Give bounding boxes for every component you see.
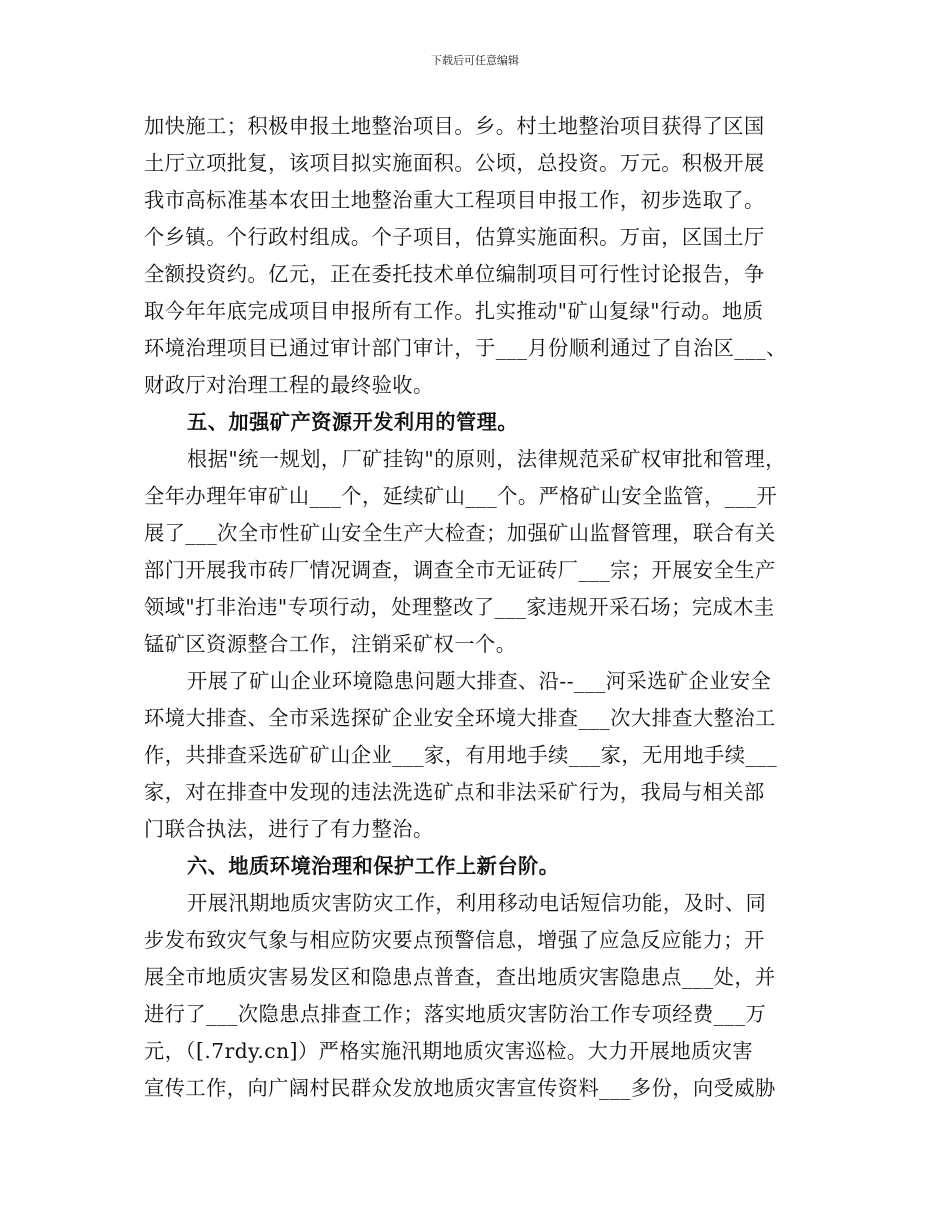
text-line: 展全市地质灾害易发区和隐患点普查，查出地质灾害隐患点___处，并 — [144, 965, 776, 989]
text-line: 元，（[.7rdy.cn]）严格实施汛期地质灾害巡检。大力开展地质灾害 — [144, 1039, 754, 1063]
text-line: 家，对在排查中发现的违法洗选矿点和非法采矿行为，我局与相关部 — [144, 780, 765, 804]
text-line: 个乡镇。个行政村组成。个子项目，估算实施面积。万亩，区国土厅 — [144, 225, 765, 249]
text-line: 根据"统一规划，厂矿挂钩"的原则，法律规范采矿权审批和管理， — [187, 447, 786, 471]
section-heading-5: 五、加强矿产资源开发利用的管理。 — [187, 410, 519, 434]
text-line: 全额投资约。亿元，正在委托技术单位编制项目可行性讨论报告，争 — [144, 262, 765, 286]
text-line: 展了___次全市性矿山安全生产大检查；加强矿山监督管理，联合有关 — [144, 521, 776, 545]
text-line: 取今年年底完成项目申报所有工作。扎实推动"矿山复绿"行动。地质 — [144, 299, 764, 323]
text-line: 作，共排查采选矿矿山企业___家，有用地手续___家，无用地手续___ — [144, 743, 778, 767]
text-line: 开展汛期地质灾害防灾工作，利用移动电话短信功能，及时、同 — [187, 891, 767, 915]
text-line: 进行了___次隐患点排查工作；落实地质灾害防治工作专项经费___万 — [144, 1002, 767, 1026]
text-line: 开展了矿山企业环境隐患问题大排查、沿--___河采选矿企业安全 — [187, 669, 772, 693]
page-header-note: 下载后可任意编辑 — [431, 54, 519, 67]
text-line: 财政厅对治理工程的最终验收。 — [144, 373, 434, 397]
text-line: 步发布致灾气象与相应防灾要点预警信息，增强了应急反应能力；开 — [144, 928, 765, 952]
text-line: 部门开展我市砖厂情况调查，调查全市无证砖厂___宗；开展安全生产 — [144, 558, 776, 582]
text-line: 锰矿区资源整合工作，注销采矿权一个。 — [144, 632, 517, 656]
text-line: 门联合执法，进行了有力整治。 — [144, 817, 434, 841]
text-line: 宣传工作，向广阔村民群众发放地质灾害宣传资料___多份，向受威胁 — [144, 1076, 776, 1100]
text-line: 环境大排查、全市采选探矿企业安全环境大排查___次大排查大整治工 — [144, 706, 776, 730]
text-line: 土厅立项批复，该项目拟实施面积。公顷，总投资。万元。积极开展 — [144, 151, 765, 175]
section-heading-6: 六、地质环境治理和保护工作上新台阶。 — [187, 854, 560, 878]
text-line: 环境治理项目已通过审计部门审计，于___月份顺利通过了自治区___、 — [144, 336, 787, 360]
text-line: 我市高标准基本农田土地整治重大工程项目申报工作，初步选取了。 — [144, 188, 765, 212]
text-line: 领域"打非治违"专项行动，处理整改了___家违规开采石场；完成木圭 — [144, 595, 775, 619]
text-line: 加快施工；积极申报土地整治项目。乡。村土地整治项目获得了区国 — [144, 114, 765, 138]
document-body — [144, 108, 812, 1107]
text-line: 全年办理年审矿山___个，延续矿山___个。严格矿山安全监管，___开 — [144, 484, 778, 508]
